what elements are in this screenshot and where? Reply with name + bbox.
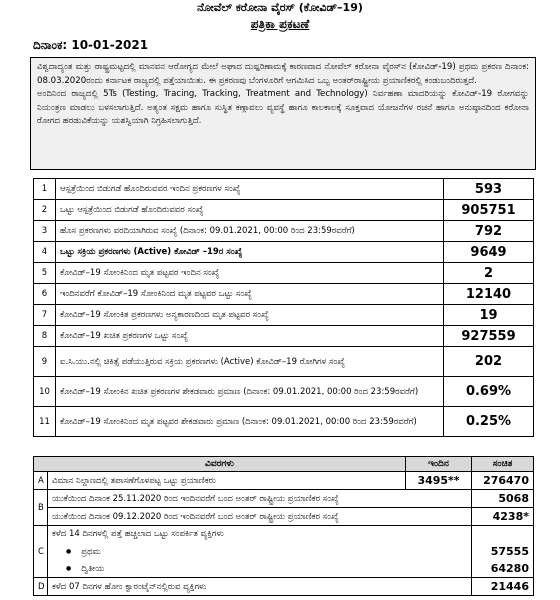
row-total: 276470 [472,472,534,490]
stat-label: ಕೋವಿಡ್–19 ಖಚಿತ ಪ್ರಕರಣಗಳ ಒಟ್ಟು ಸಂಖ್ಯೆ [56,326,444,347]
stat-label: ಕೋವಿಡ್–19 ಸೋಂಕಿನಿಂದ ಮೃತ ಪಟ್ಟವರ ಶೇಕಡವಾರು ಪ್ರಮಾಣ (ದಿನಾಂಕ: 09.01.2021, 00:00 ರಿಂದ 23:59ರವರೆಗೆ) [56,407,444,437]
intro-paragraph-1: ವಿಶ್ವದಾದ್ಯಂತ ಮತ್ತು ರಾಷ್ಟ್ರಮಟ್ಟದಲ್ಲಿ ಮಾನವನ ಆರೋಗ್ಯದ ಮೇಲೆ ಅಘಾದ ದುಷ್ಪರಿಣಾಮಕ್ಕೆ ಕಾರಣವಾದ ನೋವೆಲ್ ಕರೋನಾ ವೈರಸ್‌ನ (ಕೋವಿಡ್-19) ಪ್ರಥಮ ಪ್ರಕರಣ ದಿನಾಂಕ: 08.03.2020ರಂದು ಕರ್ನಾಟಕ ರಾಜ್ಯದಲ್ಲಿ ಪತ್ತೆಯಾಯಿತು. ಈ ಪ್ರಕರಣವು ಬೆಂಗಳೂರಿಗೆ ಆಗಮಿಸಿದ ಒಬ್ಬ ಅಂತರ್‌ರಾಷ್ಟ್ರೀಯ ಪ್ರಯಾಣಿಕರಲ್ಲಿ ಕಂಡುಬಂದಿರುತ್ತದೆ. [37,62,529,86]
stats-row [34,179,534,200]
stat-value: 202 [444,347,534,377]
stat-number: 11 [34,407,56,437]
table2-row-d [34,578,534,596]
release-title: ನೋವೆಲ್ ಕರೋನಾ ವೈರಸ್ (ಕೋವಿಡ್–19) [197,1,363,14]
stat-label: ಹೊಸ ಪ್ರಕರಣಗಳು ವರದಿಯಾಗಿರುವ ಸಂಖ್ಯೆ (ದಿನಾಂಕ: 09.01.2021, 00:00 ರಿಂದ 23:59ರವರೆಗೆ) [56,221,444,242]
stats-table [33,178,534,437]
stat-number: 6 [34,284,56,305]
stat-value: 0.69% [444,377,534,407]
table2-row-b2 [34,508,534,526]
row-label: ಕಳೆದ 14 ದಿನಗಳಲ್ಲಿ ಪತ್ತೆ ಹಚ್ಚಲಾದ ಒಟ್ಟು ಸಂಪರ್ಕಿತ ವ್ಯಕ್ತಿಗಳು [52,529,224,539]
row-label: ಯುಕೆಯಿಂದ ದಿನಾಂಕ 25.11.2020 ರಿಂದ ಇಂದಿನವರೆಗೆ ಬಂದ ಅಂತರ್ ರಾಷ್ಟ್ರೀಯ ಪ್ರಯಾಣಿಕರ ಸಂಖ್ಯೆ [48,490,472,508]
stat-value: 927559 [444,326,534,347]
stat-number: 5 [34,263,56,284]
stats-row [34,284,534,305]
stat-value: 9649 [444,242,534,263]
release-subtitle: ಪತ್ರಿಕಾ ಪ್ರಕಟಣೆ [250,17,310,31]
intro-paragraph-2: ಅಂದಿನಿಂದ ರಾಜ್ಯದಲ್ಲಿ 5Ts (Testing, Tracing, Tracking, Treatment and Technology) ನಿರ್ವಹಣಾ ಮಾದರಿಯನ್ನು ಕೋವಿಡ್-19 ರೋಗವನ್ನು ನಿಯಂತ್ರಣ ಮಾಡಲು ಬಳಸಲಾಗುತ್ತಿದೆ. ಅತ್ಯಂತ ಸಕ್ಷಮ ಹಾಗೂ ಸುಸ್ಥಿತ ಕಣ್ಗಾವಲು ವ್ಯವಸ್ಥೆ ಹಾಗೂ ಕಾಲಕಾಲಕ್ಕೆ ಸೂಕ್ತವಾದ ಯೋಜನೆಗಳ ರಚನೆ ಹಾಗೂ ಅನುಷ್ಠಾನದಿಂದ ಕರೋನಾ ರೋಗದ ಹರಡುವಿಕೆಯನ್ನು ಯಶಸ್ವಿಯಾಗಿ ನಿಗ್ರಹಿಸಲಾಗುತ್ತಿದೆ. [37,89,529,126]
stats-row [34,221,534,242]
stat-value: 792 [444,221,534,242]
stat-value: 0.25% [444,407,534,437]
stat-label: ಐ.ಸಿ.ಯು.ನಲ್ಲಿ ಚಿಕಿತ್ಸೆ ಪಡೆಯುತ್ತಿರುವ ಸಕ್ರಿಯ ಪ್ರಕರಣಗಳು (Active) ಕೋವಿಡ್–19 ರೋಗಿಗಳ ಸಂಖ್ಯೆ [56,347,444,377]
table2-row-a [34,472,534,490]
stat-number: 9 [34,347,56,377]
stat-number: 2 [34,200,56,221]
stat-value: 2 [444,263,534,284]
stat-label: ಆಸ್ಪತ್ರೆಯಿಂದ ಬಿಡುಗಡೆ ಹೊಂದಿರುವವರ ಇಂದಿನ ಪ್ರಕರಣಗಳ ಸಂಖ್ಯೆ [56,179,444,200]
stat-value: 12140 [444,284,534,305]
row-code: C [34,526,48,578]
stats-row [34,377,534,407]
table2-header-row [34,457,534,472]
row-code: B [34,490,48,526]
stat-value: 19 [444,305,534,326]
stat-number: 4 [34,242,56,263]
table2-row-c [34,526,534,578]
row-today: 3495** [406,472,472,490]
stat-number: 7 [34,305,56,326]
row-c-details [48,526,472,578]
intro-box [30,57,536,170]
row-total: 4238* [472,508,534,526]
stats-row [34,263,534,284]
stats-row [34,200,534,221]
stat-number: 10 [34,377,56,407]
header-cumulative: ಸಂಚಿತ [472,457,534,472]
row-label: ವಿಮಾನ ನಿಲ್ದಾಣದಲ್ಲಿ ತಪಾಸಣೆಗೊಳಪಟ್ಟ ಒಟ್ಟು ಪ್ರಯಾಣಿಕರು [48,472,406,490]
row-code: A [34,472,48,490]
stats-row [34,326,534,347]
stat-label: ಒಟ್ಟು ಆಸ್ಪತ್ರೆಯಿಂದ ಬಿಡುಗಡೆ ಹೊಂದಿರುವವರ ಸಂಖ್ಯೆ [56,200,444,221]
stats-row [34,242,534,263]
stat-number: 8 [34,326,56,347]
row-label: ಕಳೆದ 07 ದಿನಗಳ ಹೋಂ ಕ್ವಾರಂಟೈನ್‌ನಲ್ಲಿರುವ ವ್ಯಕ್ತಿಗಳು [48,578,472,596]
release-date: ದಿನಾಂಕ: 10-01-2021 [33,38,149,52]
row-total: 21446 [472,578,534,596]
secondary-contacts-label: ● ದ್ವಿತೀಯ [52,560,467,577]
row-code: D [34,578,48,596]
row-label: ಯುಕೆಯಿಂದ ದಿನಾಂಕ 09.12.2020 ರಿಂದ ಇಂದಿನವರೆಗೆ ಬಂದ ಅಂತರ್ ರಾಷ್ಟ್ರೀಯ ಪ್ರಯಾಣಿಕರ ಸಂಖ್ಯೆ [48,508,472,526]
stat-label: ಒಟ್ಟು ಸಕ್ರಿಯ ಪ್ರಕರಣಗಳು (Active) ಕೋವಿಡ್ –19ರ ಸಂಖ್ಯೆ [56,242,444,263]
header-details: ವಿವರಗಳು [34,457,406,472]
table2-row-b1 [34,490,534,508]
stat-value: 905751 [444,200,534,221]
primary-contacts-label: ● ಪ್ರಥಮ [52,543,467,560]
primary-contacts-value: 57555 [490,545,529,558]
stats-row [34,347,534,377]
stat-label: ಇಂದಿನವರೆಗೆ ಕೋವಿಡ್–19 ಸೋಂಕಿನಿಂದ ಮೃತ ಪಟ್ಟವರ ಒಟ್ಟು ಸಂಖ್ಯೆ [56,284,444,305]
stat-value: 593 [444,179,534,200]
stat-number: 1 [34,179,56,200]
stat-label: ಕೋವಿಡ್–19 ಸೋಂಕಿನಿಂದ ಮೃತ ಪಟ್ಟವರ ಇಂದಿನ ಸಂಖ್ಯೆ [56,263,444,284]
header-today: ಇಂದಿನ [406,457,472,472]
stat-number: 3 [34,221,56,242]
stat-label: ಕೋವಿಡ್–19 ಸೋಂಕಿನ ಖಚಿತ ಪ್ರಕರಣಗಳ ಶೇಕಡವಾರು ಪ್ರಮಾಣ (ದಿನಾಂಕ: 09.01.2021, 00:00 ರಿಂದ 23:59ರವರೆಗೆ) [56,377,444,407]
travel-contacts-table [33,456,534,596]
row-total: 5068 [472,490,534,508]
stat-label: ಕೋವಿಡ್–19 ಸೋಂಕಿತ ಪ್ರಕರಣಗಳು ಅನ್ಯಕಾರಣದಿಂದ ಮೃತ ಪಟ್ಟವರ ಸಂಖ್ಯೆ [56,305,444,326]
row-c-values [472,526,534,578]
stats-row [34,407,534,437]
stats-row [34,305,534,326]
secondary-contacts-value: 64280 [490,562,529,575]
